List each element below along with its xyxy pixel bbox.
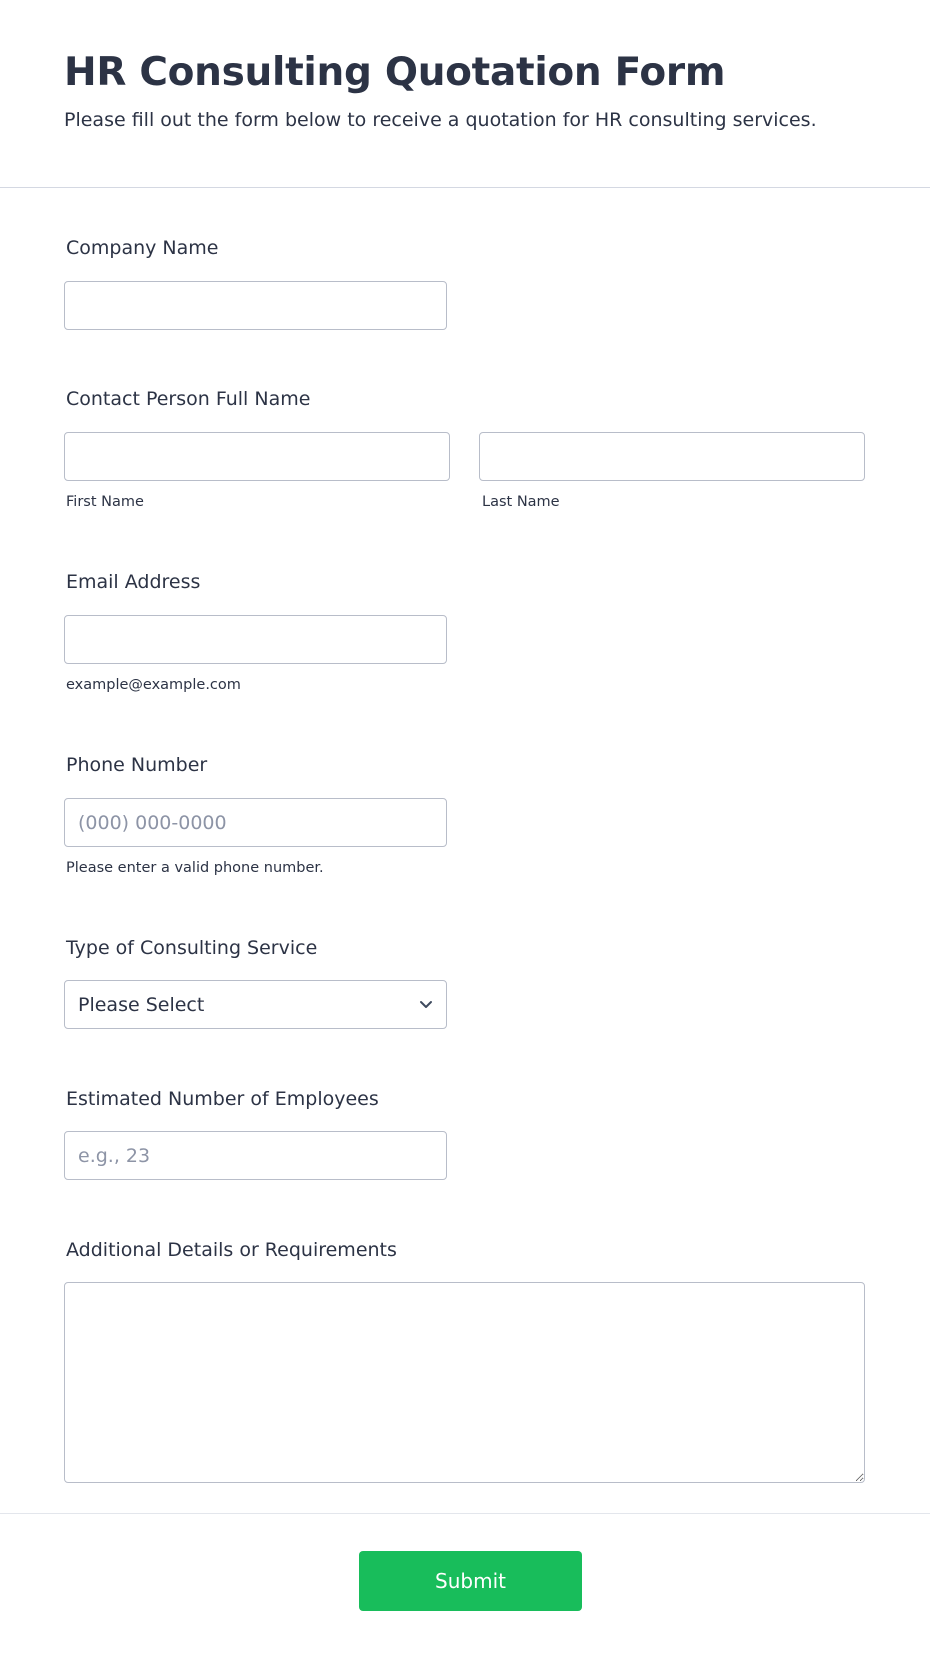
service-type-select[interactable] [64, 980, 447, 1029]
footer-divider [0, 1513, 930, 1514]
service-type-label: Type of Consulting Service [66, 937, 318, 959]
phone-label: Phone Number [66, 754, 208, 776]
email-sublabel: example@example.com [66, 677, 241, 693]
form-header [0, 0, 930, 188]
additional-details-label: Additional Details or Requirements [66, 1239, 397, 1261]
phone-sublabel: Please enter a valid phone number. [66, 860, 324, 876]
service-type-selected-value: Please Select [78, 993, 205, 1016]
chevron-down-icon [419, 1000, 433, 1009]
first-name-sublabel: First Name [66, 494, 144, 510]
submit-button[interactable]: Submit [359, 1551, 582, 1611]
company-name-input[interactable] [64, 281, 447, 330]
form-title: HR Consulting Quotation Form [64, 50, 726, 95]
last-name-input[interactable] [479, 432, 865, 481]
phone-input[interactable] [64, 798, 447, 847]
additional-details-textarea[interactable] [64, 1282, 865, 1483]
last-name-sublabel: Last Name [482, 494, 560, 510]
first-name-input[interactable] [64, 432, 450, 481]
employees-input[interactable] [64, 1131, 447, 1180]
company-name-label: Company Name [66, 237, 219, 259]
employees-label: Estimated Number of Employees [66, 1088, 379, 1110]
contact-name-label: Contact Person Full Name [66, 388, 311, 410]
email-label: Email Address [66, 571, 201, 593]
form-subtitle: Please fill out the form below to receive a quotation for HR consulting services. [64, 109, 817, 131]
email-input[interactable] [64, 615, 447, 664]
